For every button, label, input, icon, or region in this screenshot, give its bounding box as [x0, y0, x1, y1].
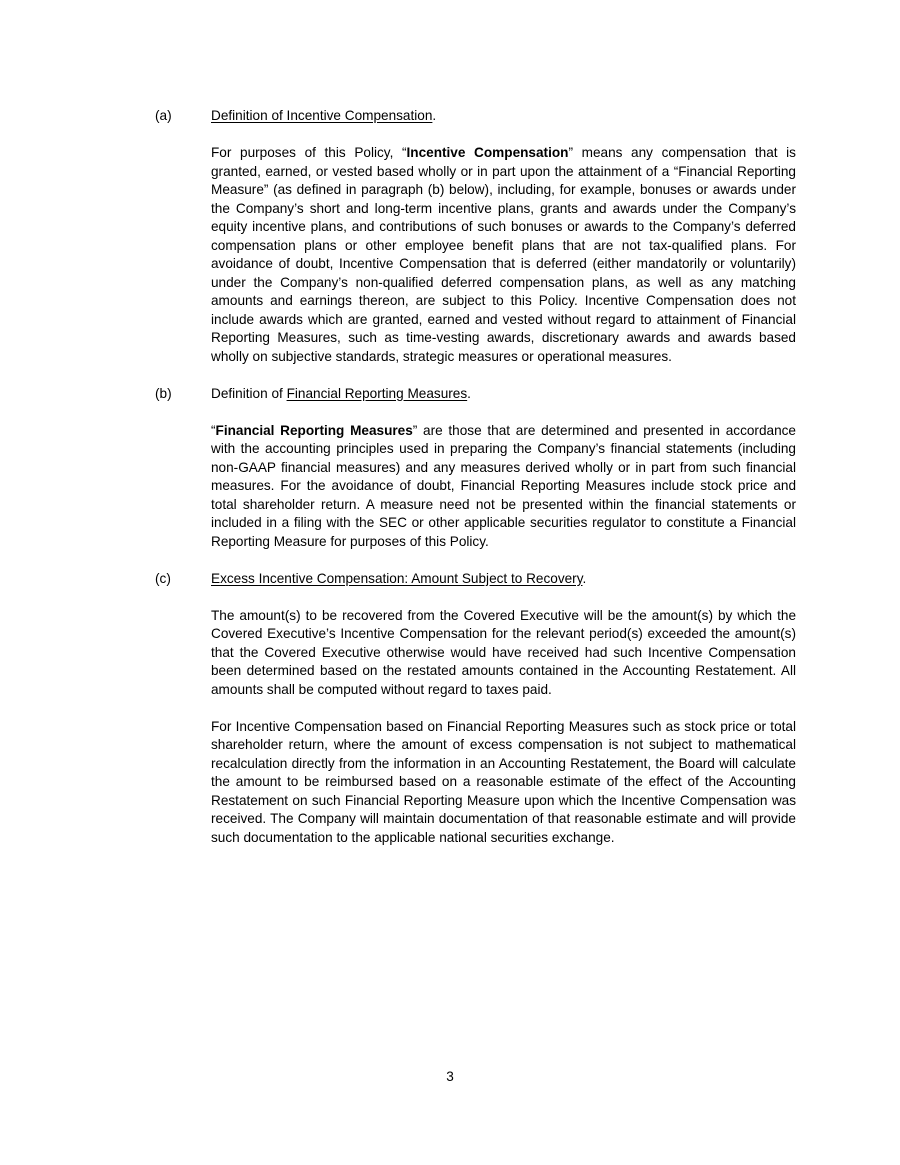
- section-b-heading-period: .: [467, 385, 471, 401]
- page-number: 3: [446, 1069, 454, 1084]
- section-b-paragraph-1: “Financial Reporting Measures” are those that are determined and presented in accordance with the accounting principles used in preparing the Company’s financial statements (including non-GAAP financial measures) and any measures derived wholly or in part from such financial measures. For the avoidance of doubt, Financial Reporting Measures include stock price and total shareholder return. A measure need not be presented within the financial statements or included in a filing with the SEC or other applicable securities regulator to constitute a Financial Reporting Measure for purposes of this Policy.: [211, 422, 796, 549]
- section-c-body: [211, 570, 796, 866]
- section-c-heading-period: .: [582, 570, 587, 586]
- section-b-heading-underlined: Financial Reporting Measures: [286, 385, 468, 401]
- section-a-paragraph-1: For purposes of this Policy, “Incentive Compensation” means any compensation that is granted, earned, or vested based wholly or in part upon the attainment of a “Financial Reporting Measure” (as defined in paragraph (b) below), including, for example, bonuses or awards under the Company’s short and long-term incentive plans, grants and awards under the Company’s equity incentive plans, and contributions of such bonuses or awards to the Company’s deferred compensation plans or other employee benefit plans that are not tax-qualified plans. For avoidance of doubt, Incentive Compensation that is deferred (either mandatorily or voluntarily) under the Company’s non-qualified deferred compensation plans, as well as any matching amounts and earnings thereon, are subject to this Policy. Incentive Compensation does not include awards which are granted, earned and vested without regard to attainment of Financial Reporting Measures, such as time-vesting awards, discretionary awards and awards based wholly on subjective standards, strategic measures or operational measures.: [211, 145, 796, 364]
- section-a-label: (a): [155, 108, 172, 123]
- section-b-body: [211, 385, 796, 570]
- section-c: [155, 570, 796, 866]
- section-c-label: (c): [155, 570, 171, 586]
- section-c-paragraph-2: For Incentive Compensation based on Financial Reporting Measures such as stock price or total shareholder return, where the amount of excess compensation is not subject to mathematical recalculation directly from the information in an Accounting Restatement, the Board will calculate the amount to be reimbursed based on a reasonable estimate of the effect of the Accounting Restatement on such Financial Reporting Measure upon which the Incentive Compensation was received. The Company will maintain documentation of that reasonable estimate and will provide such documentation to the applicable national securities exchange.: [211, 718, 796, 845]
- section-a-heading-underlined: Definition of Incentive Compensation: [211, 108, 433, 123]
- section-a-heading-period: .: [432, 108, 437, 123]
- defined-term-financial-reporting-measures: Financial Reporting Measures: [215, 422, 413, 438]
- section-c-paragraph-1: The amount(s) to be recovered from the Covered Executive will be the amount(s) by which the Covered Executive’s Incentive Compensation for the relevant period(s) exceeded the amount(s) that the Covered Executive otherwise would have received had such Incentive Compensation been determined based on the restated amounts contained in the Accounting Restatement. All amounts shall be computed without regard to taxes paid.: [211, 607, 796, 697]
- section-b-label: (b): [155, 385, 172, 401]
- defined-term-incentive-compensation: Incentive Compensation: [406, 145, 569, 160]
- section-c-heading-underlined: Excess Incentive Compensation: Amount Subject to Recovery: [211, 570, 583, 586]
- section-b-heading: [211, 385, 796, 404]
- section-a: [155, 107, 796, 385]
- section-c-heading: [211, 570, 796, 589]
- document-content: [155, 107, 796, 866]
- section-a-heading: [211, 107, 796, 126]
- section-b-heading-prefix: Definition of: [211, 385, 287, 401]
- section-a-body: [211, 107, 796, 385]
- section-b: [155, 385, 796, 570]
